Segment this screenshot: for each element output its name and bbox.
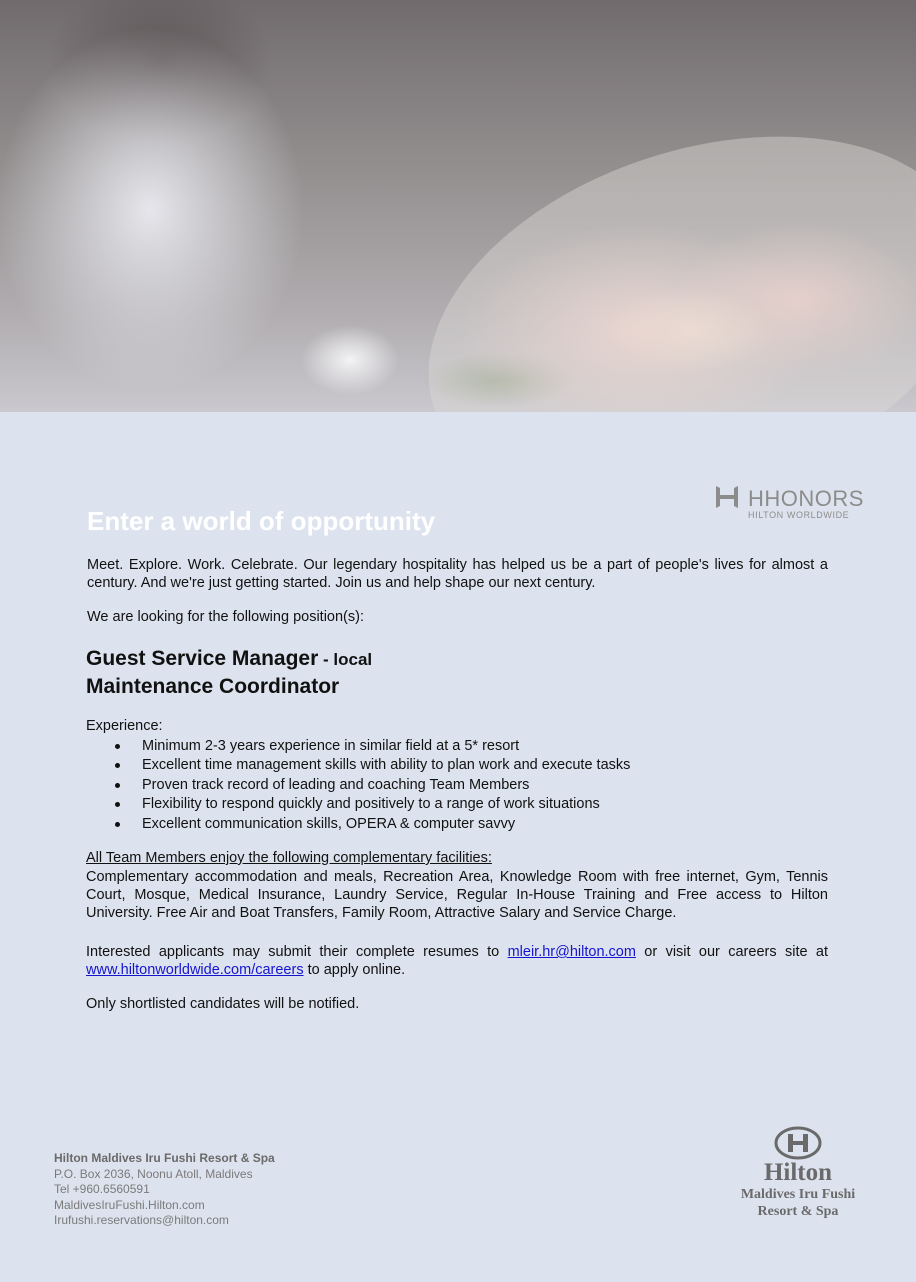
hhonors-logo [714,482,864,524]
headline: Enter a world of opportunity [87,506,436,536]
position-item [86,673,372,700]
hhonors-brand: HHONORS [748,486,864,511]
intro-paragraph: Meet. Explore. Work. Celebrate. Our legendary hospitality has helped us be a part of people's lives for almost a century. And we're just getting started. Join us and help shape our next century. [87,557,828,591]
hilton-h-monogram-icon [773,1126,823,1160]
hilton-logo [728,1126,868,1226]
bullet-icon [115,744,120,749]
list-item: Excellent time management skills with ability to plan work and execute tasks [112,756,630,775]
address-line: P.O. Box 2036, Noonu Atoll, Maldives [54,1166,253,1181]
list-item: Excellent communication skills, OPERA & computer savvy [112,815,630,834]
position-tag: - local [318,650,373,669]
position-title: Guest Service Manager [86,647,319,670]
position-title: Maintenance Coordinator [86,675,340,698]
apply-paragraph: Interested applicants may submit their complete resumes to mleir.hr@hilton.com or visit our careers site at www.hiltonworldwide.com/careers to apply online. [86,944,828,978]
hilton-resort: Resort & Spa [757,1204,839,1219]
positions-list [86,645,372,700]
resort-name: Hilton Maldives Iru Fushi Resort & Spa [54,1151,275,1165]
website-line: MaldivesIruFushi.Hilton.com [54,1197,205,1212]
experience-list [112,737,630,834]
email-line: Irufushi.reservations@hilton.com [54,1213,229,1228]
email-link[interactable]: mleir.hr@hilton.com [507,944,636,960]
hhonors-h-icon [714,484,740,510]
bullet-icon [115,763,120,768]
bullet-icon [115,802,120,807]
phone-line: Tel +960.6560591 [54,1182,150,1197]
bullet-icon [115,783,120,788]
bullet-icon [115,822,120,827]
position-item [86,645,372,673]
hilton-location: Maldives Iru Fushi [740,1187,856,1202]
hero-photo [0,0,916,412]
list-item: Flexibility to respond quickly and positively to a range of work situations [112,795,630,814]
careers-link[interactable]: www.hiltonworldwide.com/careers [86,962,304,978]
facilities-text: Complementary accommodation and meals, Recreation Area, Knowledge Room with free internet, Gym, Tennis Court, Mosque, Medical Insurance, Laundry Service, Regular In-House Training and Free access to Hilton University. Free Air and Boat Transfers, Family Room, Attractive Salary and Service Charge. [86,869,828,921]
list-item: Minimum 2-3 years experience in similar field at a 5* resort [112,737,630,756]
hilton-wordmark: Hilton [763,1159,833,1186]
hhonors-sub: HILTON WORLDWIDE [748,510,850,520]
looking-text: We are looking for the following position(s): [87,609,364,625]
experience-label: Experience: [86,718,163,734]
list-item: Proven track record of leading and coaching Team Members [112,776,630,795]
footer-address [54,1151,275,1229]
notify-text: Only shortlisted candidates will be notified. [86,996,360,1012]
facilities-title: All Team Members enjoy the following complementary facilities: [86,850,492,866]
